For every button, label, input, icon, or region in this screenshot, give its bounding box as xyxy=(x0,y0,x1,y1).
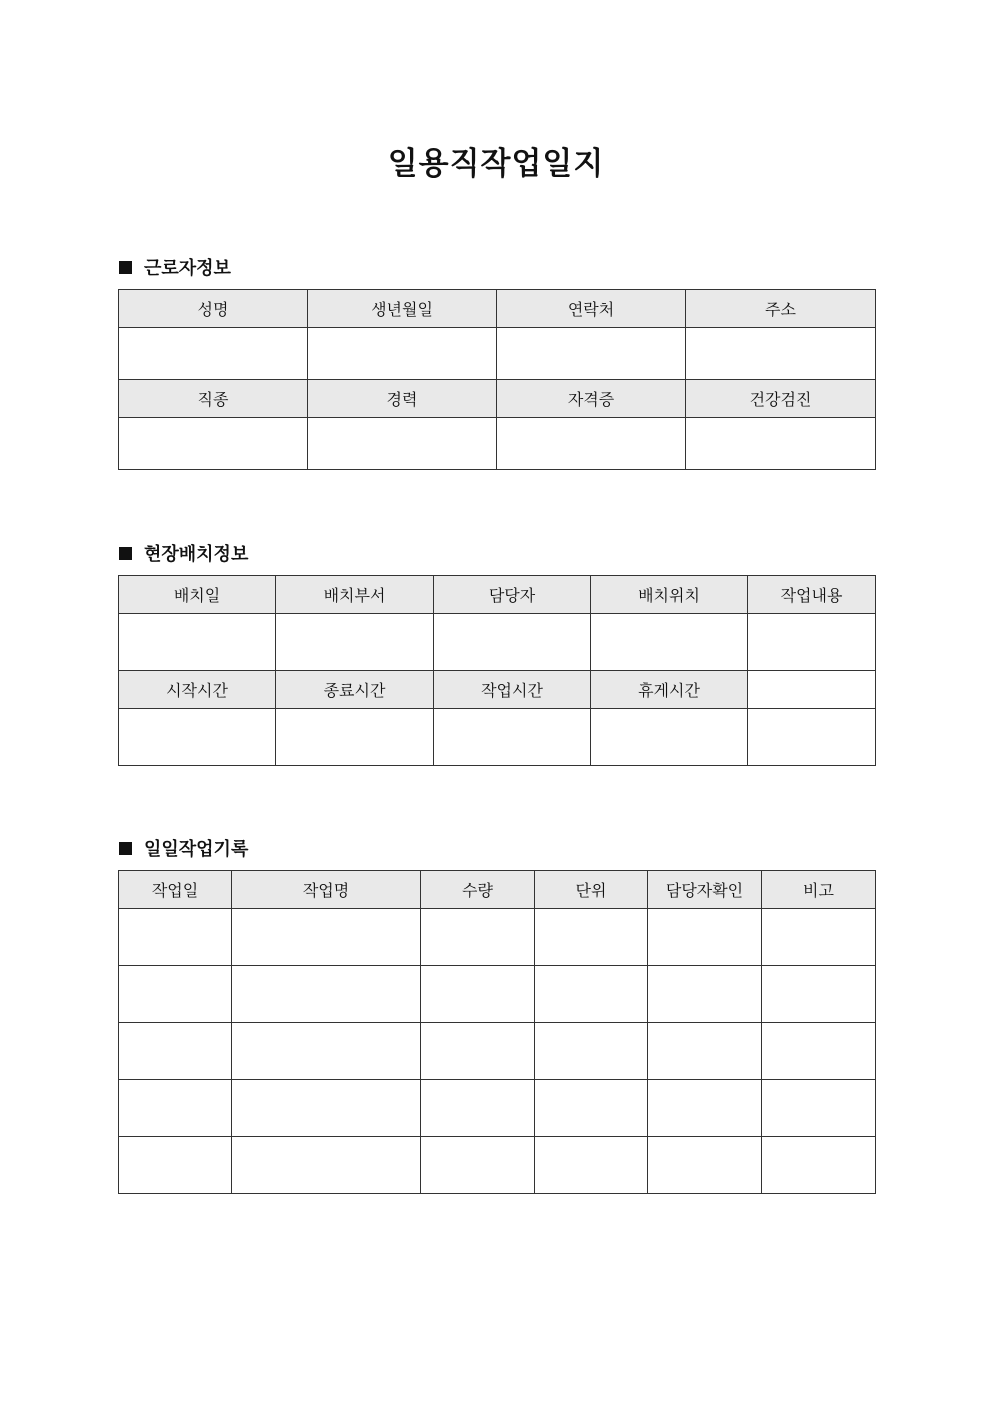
header-row xyxy=(119,380,876,418)
health-check-field[interactable] xyxy=(686,418,876,470)
work-date-cell[interactable] xyxy=(119,966,232,1023)
table-row xyxy=(119,1137,876,1194)
header-placement-location: 배치위치 xyxy=(591,576,748,614)
job-type-field[interactable] xyxy=(119,418,308,470)
header-work-hours: 작업시간 xyxy=(434,671,591,709)
career-field[interactable] xyxy=(308,418,497,470)
placement-date-field[interactable] xyxy=(119,614,276,671)
section-title-text: 근로자정보 xyxy=(144,258,231,279)
header-manager: 담당자 xyxy=(434,576,591,614)
manager-field[interactable] xyxy=(434,614,591,671)
header-row xyxy=(119,671,876,709)
section-heading-worker xyxy=(119,254,231,280)
work-date-cell[interactable] xyxy=(119,909,232,966)
header-name: 성명 xyxy=(119,290,308,328)
header-job-type: 직종 xyxy=(119,380,308,418)
remarks-cell[interactable] xyxy=(762,1080,876,1137)
data-row xyxy=(119,709,876,766)
square-bullet-icon xyxy=(119,547,132,560)
data-row xyxy=(119,328,876,380)
unit-cell[interactable] xyxy=(535,1023,648,1080)
unit-cell[interactable] xyxy=(535,909,648,966)
work-date-cell[interactable] xyxy=(119,1023,232,1080)
empty-header-cell xyxy=(748,671,876,709)
work-name-cell[interactable] xyxy=(232,1137,421,1194)
table-row xyxy=(119,966,876,1023)
header-unit: 단위 xyxy=(535,871,648,909)
section-title-text: 일일작업기록 xyxy=(144,839,249,860)
quantity-cell[interactable] xyxy=(421,1023,535,1080)
start-time-field[interactable] xyxy=(119,709,276,766)
manager-confirm-cell[interactable] xyxy=(648,1137,762,1194)
worker-info-table xyxy=(118,289,876,470)
work-date-cell[interactable] xyxy=(119,1080,232,1137)
daily-work-table xyxy=(118,870,876,1194)
quantity-cell[interactable] xyxy=(421,909,535,966)
birthdate-field[interactable] xyxy=(308,328,497,380)
manager-confirm-cell[interactable] xyxy=(648,909,762,966)
quantity-cell[interactable] xyxy=(421,966,535,1023)
page-title: 일용직작업일지 xyxy=(387,146,605,182)
manager-confirm-cell[interactable] xyxy=(648,1023,762,1080)
remarks-cell[interactable] xyxy=(762,1023,876,1080)
remarks-cell[interactable] xyxy=(762,1137,876,1194)
header-break-time: 휴게시간 xyxy=(591,671,748,709)
quantity-cell[interactable] xyxy=(421,1080,535,1137)
unit-cell[interactable] xyxy=(535,1080,648,1137)
work-date-cell[interactable] xyxy=(119,1137,232,1194)
header-work-content: 작업내용 xyxy=(748,576,876,614)
table-row xyxy=(119,909,876,966)
work-name-cell[interactable] xyxy=(232,966,421,1023)
header-address: 주소 xyxy=(686,290,876,328)
square-bullet-icon xyxy=(119,261,132,274)
work-name-cell[interactable] xyxy=(232,909,421,966)
table-row xyxy=(119,1023,876,1080)
header-remarks: 비고 xyxy=(762,871,876,909)
header-work-date: 작업일 xyxy=(119,871,232,909)
address-field[interactable] xyxy=(686,328,876,380)
table-row xyxy=(119,1080,876,1137)
header-placement-dept: 배치부서 xyxy=(276,576,434,614)
header-row xyxy=(119,576,876,614)
data-row xyxy=(119,614,876,671)
square-bullet-icon xyxy=(119,842,132,855)
work-name-cell[interactable] xyxy=(232,1080,421,1137)
manager-confirm-cell[interactable] xyxy=(648,966,762,1023)
remarks-cell[interactable] xyxy=(762,909,876,966)
header-career: 경력 xyxy=(308,380,497,418)
work-content-field[interactable] xyxy=(748,614,876,671)
section-title-text: 현장배치정보 xyxy=(144,544,249,565)
manager-confirm-cell[interactable] xyxy=(648,1080,762,1137)
header-row xyxy=(119,290,876,328)
header-health-check: 건강검진 xyxy=(686,380,876,418)
header-start-time: 시작시간 xyxy=(119,671,276,709)
work-hours-field[interactable] xyxy=(434,709,591,766)
break-time-field[interactable] xyxy=(591,709,748,766)
placement-info-table xyxy=(118,575,876,766)
certificate-field[interactable] xyxy=(497,418,686,470)
section-heading-daily xyxy=(119,835,248,861)
end-time-field[interactable] xyxy=(276,709,434,766)
header-work-name: 작업명 xyxy=(232,871,421,909)
header-certificate: 자격증 xyxy=(497,380,686,418)
header-quantity: 수량 xyxy=(421,871,535,909)
header-birthdate: 생년월일 xyxy=(308,290,497,328)
work-name-cell[interactable] xyxy=(232,1023,421,1080)
quantity-cell[interactable] xyxy=(421,1137,535,1194)
unit-cell[interactable] xyxy=(535,1137,648,1194)
header-manager-confirm: 담당자확인 xyxy=(648,871,762,909)
header-placement-date: 배치일 xyxy=(119,576,276,614)
data-row xyxy=(119,418,876,470)
name-field[interactable] xyxy=(119,328,308,380)
section-heading-placement xyxy=(119,540,248,566)
placement-dept-field[interactable] xyxy=(276,614,434,671)
header-row xyxy=(119,871,876,909)
extra-field[interactable] xyxy=(748,709,876,766)
unit-cell[interactable] xyxy=(535,966,648,1023)
placement-location-field[interactable] xyxy=(591,614,748,671)
remarks-cell[interactable] xyxy=(762,966,876,1023)
contact-field[interactable] xyxy=(497,328,686,380)
header-contact: 연락처 xyxy=(497,290,686,328)
header-end-time: 종료시간 xyxy=(276,671,434,709)
